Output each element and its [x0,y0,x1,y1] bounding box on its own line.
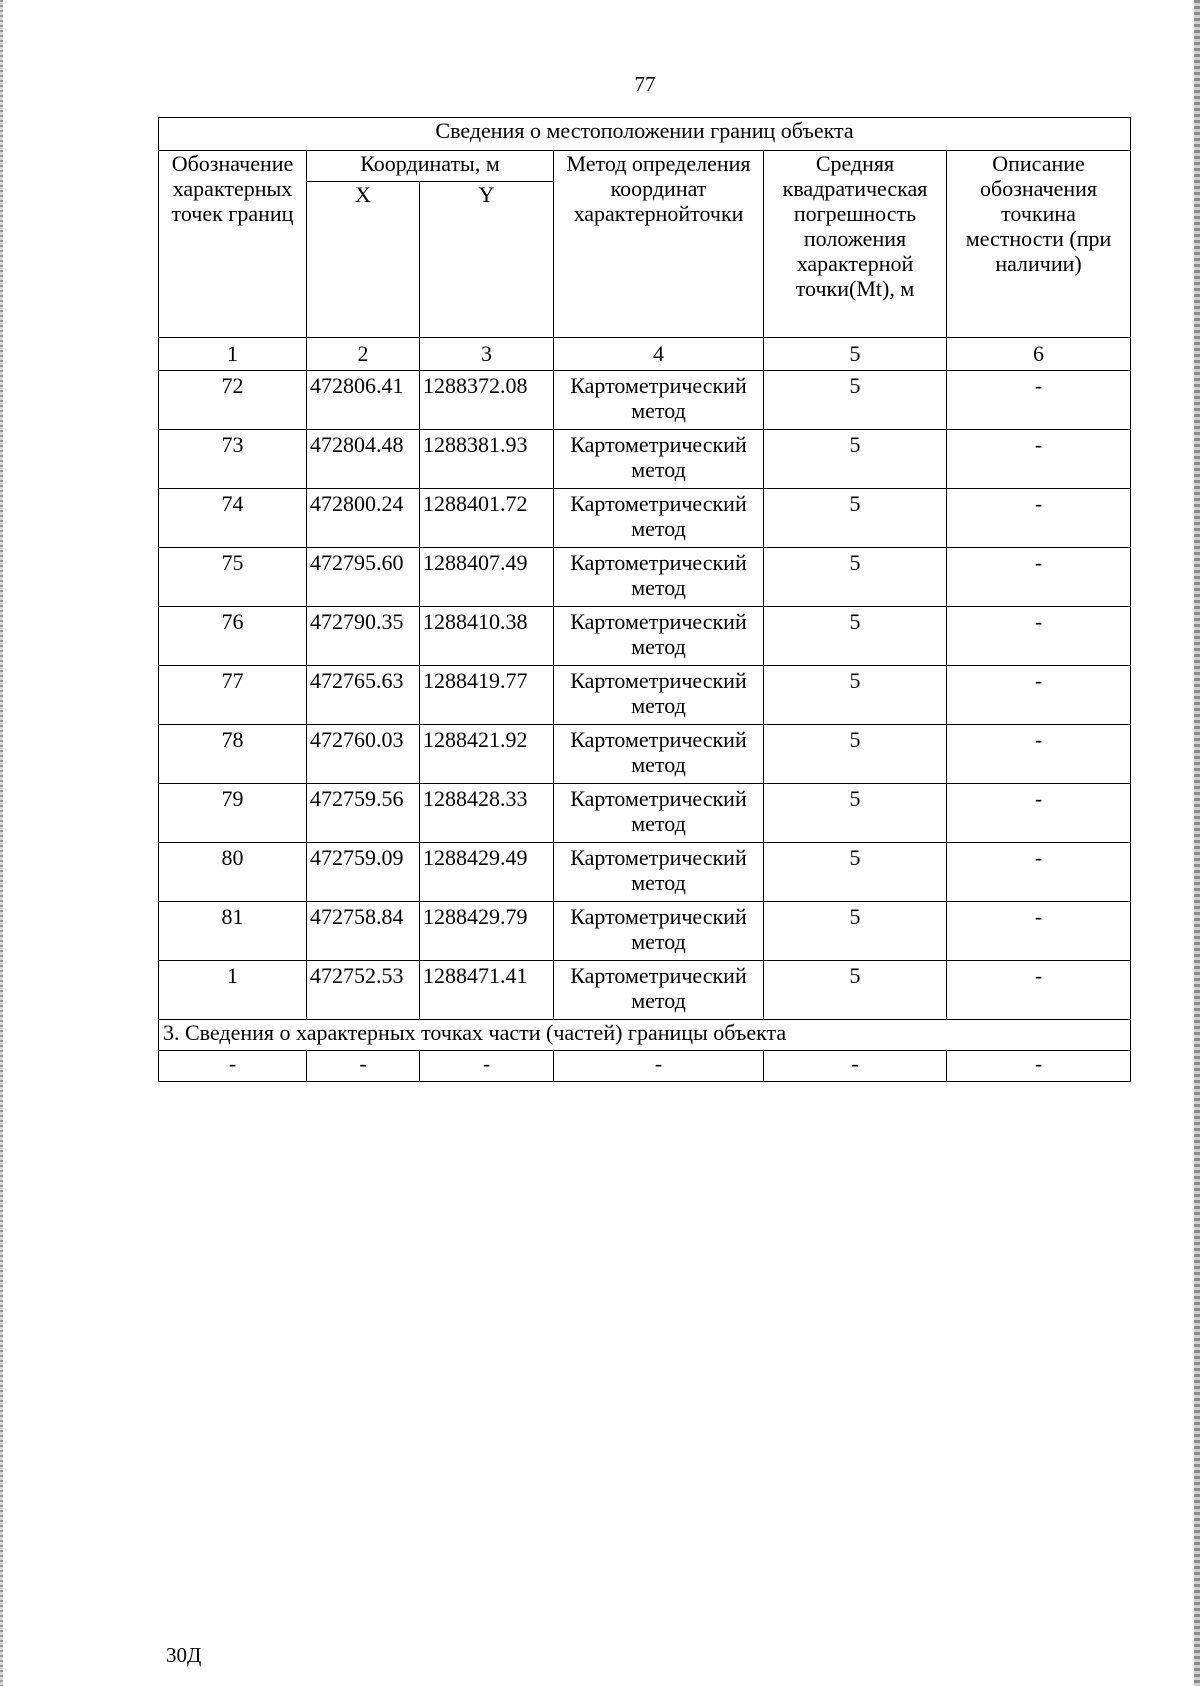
x-cell: 472765.63 [307,666,420,725]
column-number: 5 [764,338,947,371]
y-cell: 1288429.79 [420,902,554,961]
table-row [159,902,1131,961]
header-y: Y [420,182,554,338]
table-row [159,666,1131,725]
x-cell: 472760.03 [307,725,420,784]
section-3-cell: - [159,1051,307,1082]
header-row [159,151,1131,182]
column-number: 2 [307,338,420,371]
error-cell: 5 [764,902,947,961]
y-cell: 1288428.33 [420,784,554,843]
error-cell: 5 [764,961,947,1020]
description-cell: - [947,371,1131,430]
y-cell: 1288419.77 [420,666,554,725]
y-cell: 1288471.41 [420,961,554,1020]
method-cell: Картометрический метод [554,784,764,843]
x-cell: 472795.60 [307,548,420,607]
column-number: 4 [554,338,764,371]
table-title-row [159,118,1131,151]
section-3-cell: - [420,1051,554,1082]
table-row [159,607,1131,666]
section-3-title: 3. Сведения о характерных точках части (частей) границы объекта [159,1020,1131,1051]
method-cell: Картометрический метод [554,725,764,784]
point-cell: 1 [159,961,307,1020]
table-row [159,489,1131,548]
description-cell: - [947,784,1131,843]
point-cell: 78 [159,725,307,784]
footer-code: 30Д [166,1643,202,1667]
header-method: Метод определения координат характернойточки [554,151,764,338]
table-body [159,118,1131,1082]
error-cell: 5 [764,666,947,725]
header-x: X [307,182,420,338]
header-designation: Обозначение характерных точек границ [159,151,307,338]
scan-edge-left [0,0,3,1686]
y-cell: 1288381.93 [420,430,554,489]
y-cell: 1288401.72 [420,489,554,548]
point-cell: 81 [159,902,307,961]
error-cell: 5 [764,430,947,489]
method-cell: Картометрический метод [554,430,764,489]
section-3-row [159,1020,1131,1051]
x-cell: 472758.84 [307,902,420,961]
y-cell: 1288410.38 [420,607,554,666]
x-cell: 472790.35 [307,607,420,666]
table-row [159,548,1131,607]
error-cell: 5 [764,489,947,548]
method-cell: Картометрический метод [554,371,764,430]
column-number: 6 [947,338,1131,371]
description-cell: - [947,430,1131,489]
table-row [159,784,1131,843]
y-cell: 1288372.08 [420,371,554,430]
x-cell: 472804.48 [307,430,420,489]
y-cell: 1288421.92 [420,725,554,784]
method-cell: Картометрический метод [554,607,764,666]
header-coordinates: Координаты, м [307,151,554,182]
description-cell: - [947,843,1131,902]
table-row [159,961,1131,1020]
method-cell: Картометрический метод [554,489,764,548]
column-number-row [159,338,1131,371]
table-row [159,725,1131,784]
error-cell: 5 [764,843,947,902]
header-description: Описание обозначения точкина местности (при наличии) [947,151,1131,338]
description-cell: - [947,961,1131,1020]
error-cell: 5 [764,784,947,843]
point-cell: 80 [159,843,307,902]
method-cell: Картометрический метод [554,843,764,902]
table-row [159,843,1131,902]
description-cell: - [947,666,1131,725]
point-cell: 72 [159,371,307,430]
method-cell: Картометрический метод [554,548,764,607]
method-cell: Картометрический метод [554,666,764,725]
x-cell: 472759.56 [307,784,420,843]
error-cell: 5 [764,371,947,430]
error-cell: 5 [764,548,947,607]
x-cell: 472806.41 [307,371,420,430]
section-3-data-row [159,1051,1131,1082]
description-cell: - [947,489,1131,548]
error-cell: 5 [764,725,947,784]
method-cell: Картометрический метод [554,961,764,1020]
description-cell: - [947,902,1131,961]
x-cell: 472800.24 [307,489,420,548]
point-cell: 73 [159,430,307,489]
section-3-cell: - [764,1051,947,1082]
section-3-cell: - [554,1051,764,1082]
point-cell: 75 [159,548,307,607]
column-number: 1 [159,338,307,371]
x-cell: 472759.09 [307,843,420,902]
section-3-cell: - [307,1051,420,1082]
description-cell: - [947,548,1131,607]
point-cell: 74 [159,489,307,548]
table-title: Сведения о местоположении границ объекта [159,118,1131,151]
point-cell: 79 [159,784,307,843]
scan-edge-right [1194,0,1200,1686]
error-cell: 5 [764,607,947,666]
y-cell: 1288429.49 [420,843,554,902]
boundary-points-table [158,117,1131,1082]
column-number: 3 [420,338,554,371]
table-row [159,430,1131,489]
x-cell: 472752.53 [307,961,420,1020]
description-cell: - [947,725,1131,784]
header-error: Средняя квадратическая погрешность положения характерной точки(Mt), м [764,151,947,338]
method-cell: Картометрический метод [554,902,764,961]
point-cell: 77 [159,666,307,725]
point-cell: 76 [159,607,307,666]
page-number: 77 [634,72,656,96]
section-3-cell: - [947,1051,1131,1082]
y-cell: 1288407.49 [420,548,554,607]
description-cell: - [947,607,1131,666]
table-row [159,371,1131,430]
